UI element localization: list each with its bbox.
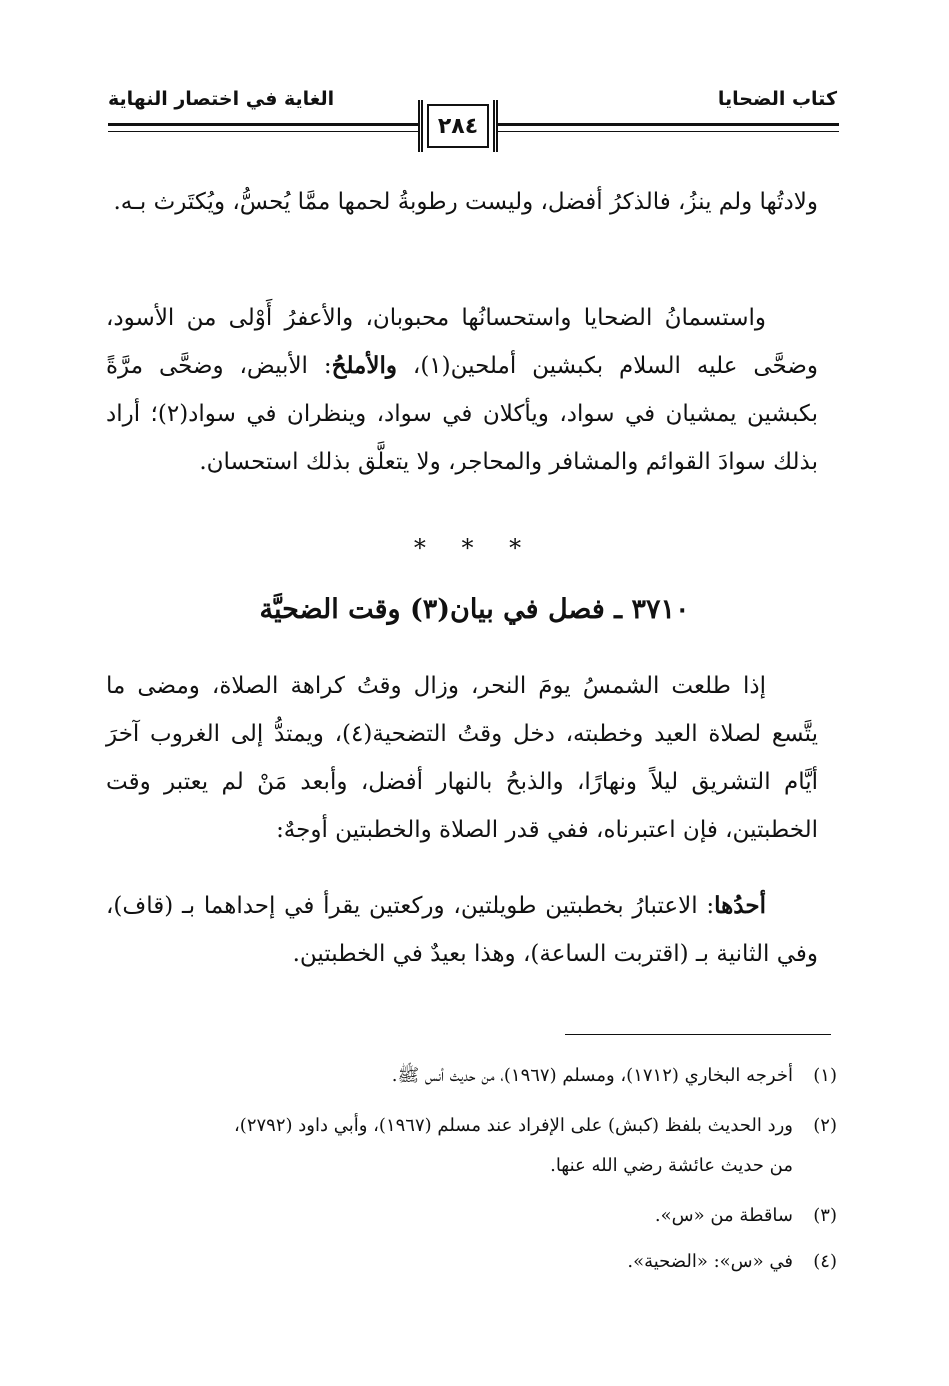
paragraph-3: إذا طلعت الشمسُ يومَ النحر، وزال وقتُ كراهة الصلاة، ومضى ما يتَّسع لصلاة العيد وخطبته، دخل وقتُ التضحية(٤)، ويمتدُّ إلى الغروب آخرَ أيَّام التشريق ليلاً ونهارًا، والذبحُ بالنهار أفضل، وأبعد مَنْ لم يعتبر وقت الخطبتين، فإن اعتبرناه، ففي قدر الصلاة والخطبتين أوجهٌ: [106,673,818,843]
running-header-title: الغاية في اختصار النهاية [108,88,335,110]
footnote-3 [107,1196,837,1236]
paragraph-2-start: واستسمانُ الضحايا واستحسانُها محبوبان، والأعفرُ أَوْلى من الأسود، وضحَّى عليه السلام بكبشين أملحين(١)، [106,305,818,379]
footnote-text: في «س»: «الضحية». [627,1251,793,1272]
section-separator: * * * [413,534,536,562]
section-heading: ٣٧١٠ ـ فصل في بيان(٣) وقت الضحيَّة [259,594,690,625]
footnote-1 [107,1056,837,1096]
term-ahaduha: أحدُها [714,892,766,919]
term-amlah: والأملحُ [331,352,397,379]
footnote-number: (١) [813,1065,837,1086]
page-number-frame [418,100,498,152]
footnote-continuation: من حديث عائشة رضي الله عنها. [550,1155,793,1176]
footnote-text: أخرجه البخاري (١٧١٢)، ومسلم (١٩٦٧)، من حديث أنس ﷺ. [391,1065,793,1086]
footnote-text: ورد الحديث بلفظ (كبش) على الإفراد عند مسلم (١٩٦٧)، وأبي داود (٢٧٩٢)، [233,1115,793,1136]
footnote-number: (٤) [813,1251,837,1272]
paragraph-4 [106,882,818,978]
footnote-2 [107,1106,837,1186]
footnote-number: (٣) [813,1205,837,1226]
paragraph-2-end: : الأبيض، وضحَّى مرَّةً بكبشين يمشيان في سواد، ويأكلان في سواد، وينظران في سواد(٢)؛ أراد بذلك سوادَ القوائم والمشافر والمحاجر، ولا يتعلَّق بذلك استحسان. [106,353,818,475]
paragraph-4-rest: : الاعتبارُ بخطبتين طويلتين، وركعتين يقرأ في إحداهما بـ (قاف)، وفي الثانية بـ (اقتربت الساعة)، وهذا بعيدٌ في الخطبتين. [106,893,818,967]
footnote-number: (٢) [813,1115,837,1136]
paragraph-2 [106,294,818,486]
paragraph-1: ولادتُها ولم ينزُ، فالذكرُ أفضل، وليست رطوبةُ لحمها ممَّا يُحسُّ، ويُكتَرث بـه. [113,189,818,215]
footnote-separator [565,1034,831,1035]
running-header-section: كتاب الضحايا [717,88,837,110]
footnote-text: ساقطة من «س». [654,1205,793,1226]
footnote-4 [107,1242,837,1282]
page-number: ٢٨٤ [427,104,489,148]
